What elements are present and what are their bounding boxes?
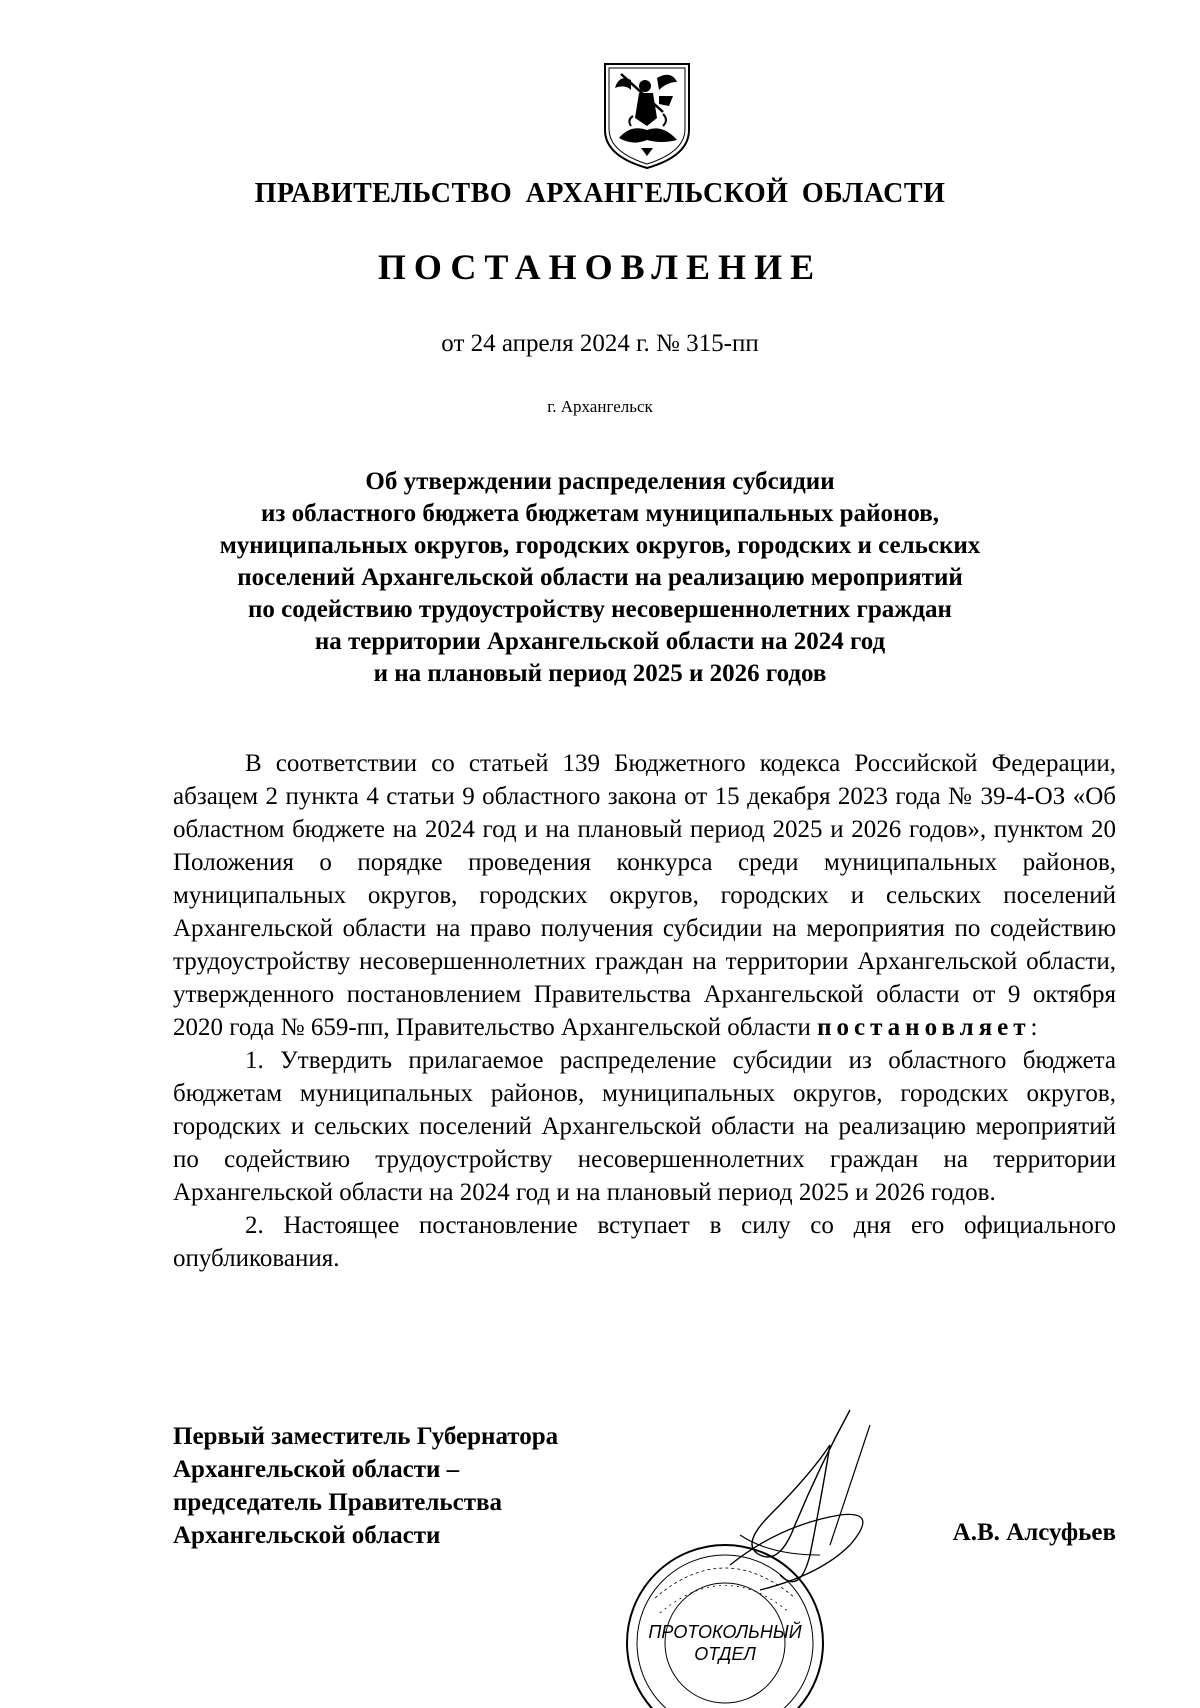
government-title: ПРАВИТЕЛЬСТВО АРХАНГЕЛЬСКОЙ ОБЛАСТИ bbox=[254, 178, 946, 209]
signer-position-line: Архангельской области – bbox=[173, 1456, 460, 1483]
clause-1: 1. Утвердить прилагаемое распределение субсидии из областного бюджета бюджетам муниципальных районов, муниципальных округов, городских округов, городских и сельских поселений Архангельской области на реализацию мероприятий по содействию трудоустройству несовершеннолетних граждан на территории Архангельской области на 2024 год и на плановый период 2025 и 2026 годов. bbox=[173, 1047, 1116, 1206]
signer-name: А.В. Алсуфьев bbox=[952, 1519, 1116, 1546]
coat-of-arms-emblem bbox=[601, 60, 693, 171]
decree-colon: : bbox=[1030, 1014, 1038, 1041]
document-date-number: от 24 апреля 2024 г. № 315-пп bbox=[441, 330, 759, 357]
heading-line: по содействию трудоустройству несовершеннолетних граждан bbox=[248, 596, 952, 623]
round-stamp bbox=[615, 1518, 835, 1708]
document-city: г. Архангельск bbox=[547, 397, 653, 416]
preamble-paragraph bbox=[173, 747, 1116, 1044]
signer-position-line: Первый заместитель Губернатора bbox=[173, 1423, 559, 1450]
document-type: ПОСТАНОВЛЕНИЕ bbox=[377, 247, 823, 287]
heading-line: и на плановый период 2025 и 2026 годов bbox=[373, 660, 827, 687]
signer-position-line: Архангельской области bbox=[173, 1522, 441, 1549]
heading-line: из областного бюджета бюджетам муниципальных районов, bbox=[260, 500, 940, 527]
heading-line: Об утверждении распределения субсидии bbox=[365, 468, 835, 495]
signer-position-line: председатель Правительства bbox=[173, 1489, 503, 1516]
heading-line: муниципальных округов, городских округов, городских и сельских bbox=[219, 532, 981, 559]
document-body bbox=[173, 747, 1116, 1275]
stamp-center-line2: ОТДЕЛ bbox=[694, 1644, 756, 1664]
heading-line: поселений Архангельской области на реализацию мероприятий bbox=[237, 564, 963, 591]
signer-position bbox=[173, 1420, 558, 1552]
stamp-center-line1: ПРОТОКОЛЬНЫЙ bbox=[648, 1622, 802, 1642]
clause-2: 2. Настоящее постановление вступает в силу со дня его официального опубликования. bbox=[173, 1212, 1116, 1272]
heading-line: на территории Архангельской области на 2024 год bbox=[314, 628, 886, 655]
document-heading bbox=[100, 466, 1100, 690]
decree-word: постановляет bbox=[817, 1014, 1031, 1041]
preamble-text: В соответствии со статьей 139 Бюджетного кодекса Российской Федерации, абзацем 2 пункта 4 статьи 9 областного закона от 15 декабря 2023 года № 39-4-ОЗ «Об областном бюджете на 2024 год и на плановый период 2025 и 2026 годов», пунктом 20 Положения о порядке проведения конкурса среди муниципальных районов, муниципальных округов, городских округов, городских и сельских поселений Архангельской области на право получения субсидии на мероприятия по содействию трудоустройству несовершеннолетних граждан на территории Архангельской области, утвержденного постановлением Правительства Архангельской области от 9 октября 2020 года № 659-пп, Правительство Архангельской области bbox=[173, 750, 1116, 1041]
